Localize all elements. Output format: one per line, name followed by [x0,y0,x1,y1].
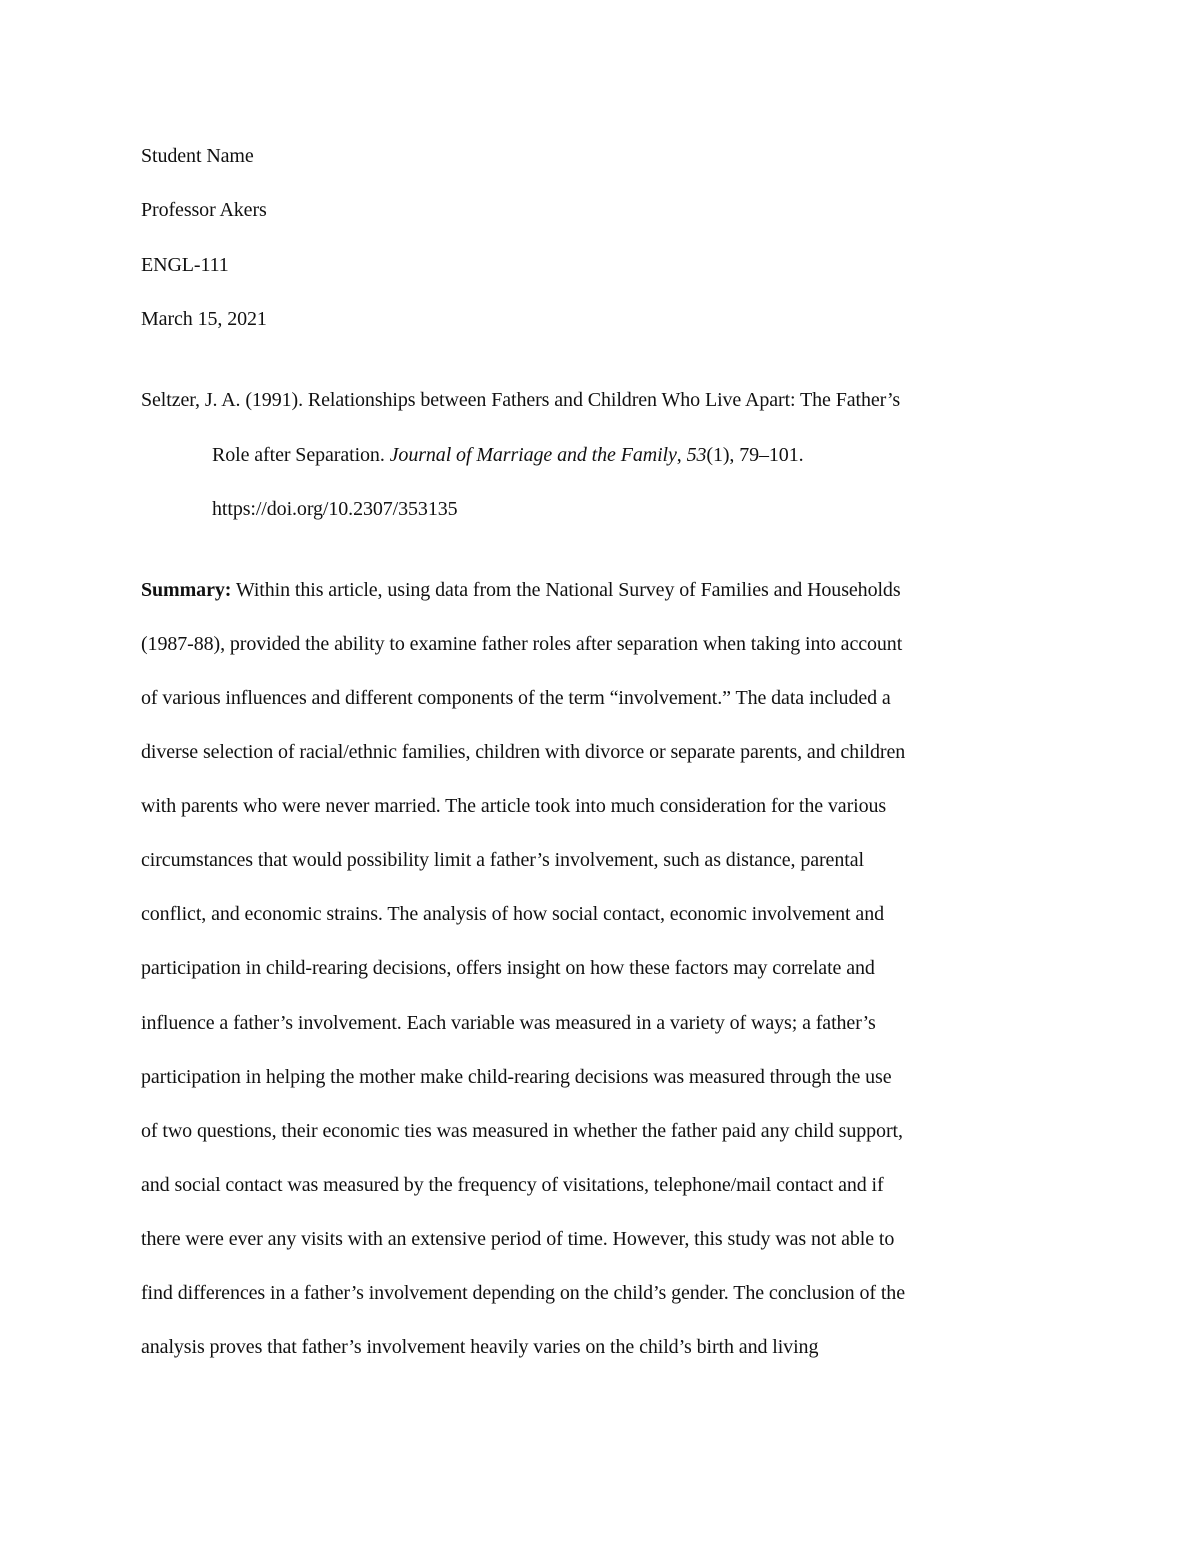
summary-line: (1987-88), provided the ability to examine father roles after separation when taking into account [141,633,903,655]
student-name: Student Name [141,145,254,167]
summary-line: there were ever any visits with an extensive period of time. However, this study was not able to [141,1228,895,1250]
citation-title-end: Role after Separation. [212,444,390,466]
summary-line-1 [141,578,901,602]
citation-line-2 [212,443,804,467]
summary-line-1-text: Within this article, using data from the National Survey of Families and Households [231,579,901,601]
summary-line: participation in child-rearing decisions, offers insight on how these factors may correlate and [141,957,875,979]
journal-volume: 53 [686,444,707,466]
summary-line: participation in helping the mother make child-rearing decisions was measured through the use [141,1066,892,1088]
summary-line: analysis proves that father’s involvement heavily varies on the child’s birth and living [141,1336,819,1358]
summary-label: Summary: [141,579,232,601]
summary-line: of various influences and different components of the term “involvement.” The data included a [141,687,891,709]
citation-separator: , [676,444,687,466]
summary-line: diverse selection of racial/ethnic families, children with divorce or separate parents, and children [141,741,906,763]
course-code: ENGL-111 [141,254,229,276]
citation-doi: https://doi.org/10.2307/353135 [212,498,458,520]
summary-line: and social contact was measured by the frequency of visitations, telephone/mail contact and if [141,1174,884,1196]
summary-line: circumstances that would possibility limit a father’s involvement, such as distance, parental [141,849,864,871]
professor-name: Professor Akers [141,199,267,221]
summary-line: influence a father’s involvement. Each variable was measured in a variety of ways; a father’s [141,1012,876,1034]
date-line: March 15, 2021 [141,308,267,330]
summary-line: conflict, and economic strains. The analysis of how social contact, economic involvement and [141,903,884,925]
summary-line: with parents who were never married. The article took into much consideration for the various [141,795,887,817]
journal-issue-pages: (1), 79–101. [706,444,804,466]
summary-line: find differences in a father’s involvement depending on the child’s gender. The conclusion of the [141,1282,905,1304]
citation-line-1: Seltzer, J. A. (1991). Relationships between Fathers and Children Who Live Apart: The Father’s [141,389,901,411]
journal-name: Journal of Marriage and the Family [389,444,677,466]
summary-line: of two questions, their economic ties was measured in whether the father paid any child support, [141,1120,903,1142]
